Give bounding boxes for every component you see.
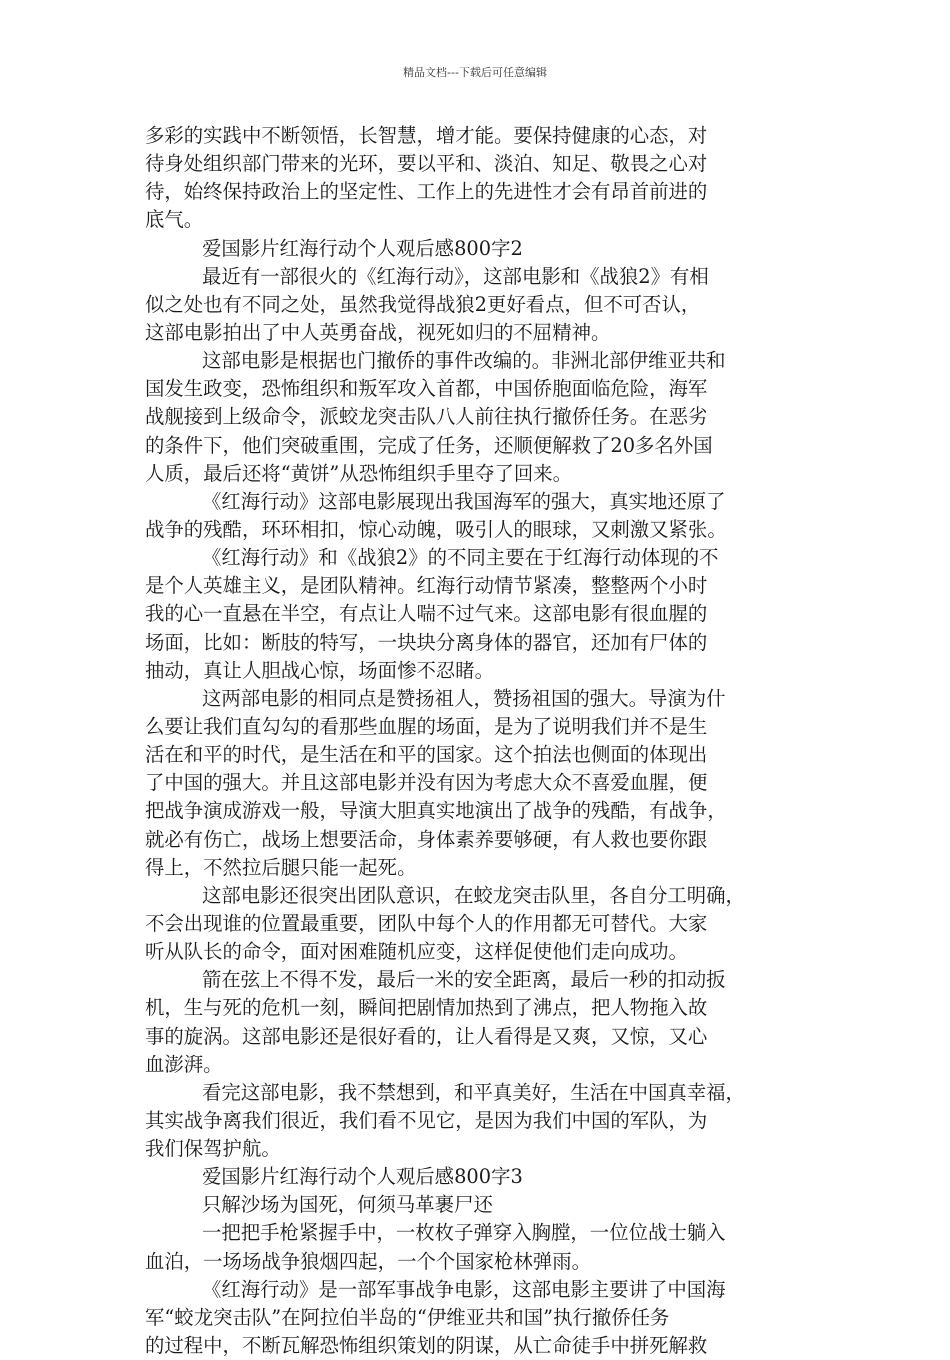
paragraph bbox=[145, 1163, 810, 1191]
text-line: 把战争演成游戏一般，导演大胆真实地演出了战争的残酷，有战争， bbox=[145, 799, 727, 823]
text-line: 似之处也有不同之处，虽然我觉得战狼2更好看点，但不可否认， bbox=[145, 292, 701, 316]
text-line: 听从队长的命令，面对困难随机应变，这样促使他们走向成功。 bbox=[145, 940, 688, 964]
text-line: 箭在弦上不得不发，最后一米的安全距离，最后一秒的扣动扳 bbox=[202, 968, 726, 992]
text-line: 机，生与死的危机一刻，瞬间把剧情加热到了沸点，把人物拖入故 bbox=[145, 996, 708, 1020]
text-line: 《红海行动》这部电影展现出我国海军的强大，真实地还原了 bbox=[202, 489, 726, 513]
paragraph bbox=[145, 235, 810, 263]
paragraph bbox=[145, 347, 810, 488]
document-body bbox=[145, 122, 810, 1360]
text-line: 只解沙场为国死，何须马革裹尸还 bbox=[202, 1193, 493, 1217]
text-line: 是个人英雄主义，是团队精神。红海行动情节紧凑，整整两个小时 bbox=[145, 574, 708, 598]
paragraph bbox=[145, 685, 810, 882]
text-line: 最近有一部很火的《红海行动》，这部电影和《战狼2》有相 bbox=[202, 264, 709, 288]
text-line: 事的旋涡。这部电影还是很好看的，让人看得是又爽，又惊，又心 bbox=[145, 1024, 708, 1048]
paragraph bbox=[145, 263, 810, 347]
text-line: 待，始终保持政治上的坚定性、工作上的先进性才会有昂首前进的 bbox=[145, 180, 708, 204]
paragraph bbox=[145, 1191, 810, 1219]
text-line: 人质，最后还将“黄饼”从恐怖组织手里夺了回来。 bbox=[145, 461, 573, 485]
text-line: 活在和平的时代，是生活在和平的国家。这个拍法也侧面的体现出 bbox=[145, 743, 708, 767]
text-line: 血澎湃。 bbox=[145, 1052, 223, 1076]
text-line: 底气。 bbox=[145, 208, 204, 232]
paragraph bbox=[145, 966, 810, 1079]
text-line: 么要让我们直勾勾的看那些血腥的场面，是为了说明我们并不是生 bbox=[145, 714, 708, 738]
paragraph bbox=[145, 544, 810, 685]
text-line: 待身处组织部门带来的光环，要以平和、淡泊、知足、敬畏之心对 bbox=[145, 152, 708, 176]
text-line: 就必有伤亡，战场上想要活命，身体素养要够硬，有人救也要你跟 bbox=[145, 827, 708, 851]
text-line: 军“蛟龙突击队”在阿拉伯半岛的“伊维亚共和国”执行撤侨任务 bbox=[145, 1305, 670, 1329]
text-line: 这部电影是根据也门撤侨的事件改编的。非洲北部伊维亚共和 bbox=[202, 349, 726, 373]
text-line: 我们保驾护航。 bbox=[145, 1137, 281, 1161]
text-line: 看完这部电影，我不禁想到，和平真美好，生活在中国真幸福， bbox=[202, 1080, 745, 1104]
paragraph bbox=[145, 122, 810, 235]
text-line: 多彩的实践中不断领悟，长智慧，增才能。要保持健康的心态，对 bbox=[145, 124, 708, 147]
text-line: 血泊，一场场战争狼烟四起，一个个国家枪林弹雨。 bbox=[145, 1249, 591, 1273]
paragraph bbox=[145, 488, 810, 544]
text-line: 《红海行动》是一部军事战争电影，这部电影主要讲了中国海 bbox=[202, 1277, 726, 1301]
text-line: 得上，不然拉后腿只能一起死。 bbox=[145, 855, 417, 879]
text-line: 不会出现谁的位置最重要，团队中每个人的作用都无可替代。大家 bbox=[145, 911, 708, 935]
paragraph bbox=[145, 1276, 810, 1360]
text-line: 爱国影片红海行动个人观后感800字2 bbox=[202, 236, 523, 260]
text-line: 这部电影还很突出团队意识，在蛟龙突击队里，各自分工明确， bbox=[202, 883, 745, 907]
paragraph bbox=[145, 1079, 810, 1163]
text-line: 国发生政变，恐怖组织和叛军攻入首都，中国侨胞面临危险，海军 bbox=[145, 377, 708, 401]
text-line: 战舰接到上级命令，派蛟龙突击队八人前往执行撤侨任务。在恶劣 bbox=[145, 405, 708, 429]
text-line: 爱国影片红海行动个人观后感800字3 bbox=[202, 1165, 523, 1189]
text-line: 场面，比如：断肢的特写，一块块分离身体的器官，还加有尸体的 bbox=[145, 630, 708, 654]
text-line: 《红海行动》和《战狼2》的不同主要在于红海行动体现的不 bbox=[202, 546, 719, 570]
text-line: 的过程中，不断瓦解恐怖组织策划的阴谋，从亡命徒手中拼死解救 bbox=[145, 1334, 708, 1358]
paragraph bbox=[145, 1219, 810, 1275]
paragraph bbox=[145, 882, 810, 966]
text-line: 抽动，真让人胆战心惊，场面惨不忍睹。 bbox=[145, 658, 495, 682]
text-line: 这部电影拍出了中人英勇奋战，视死如归的不屈精神。 bbox=[145, 320, 611, 344]
page-header: 精品文档---下载后可任意编辑 bbox=[403, 66, 547, 79]
text-line: 一把把手枪紧握手中，一枚枚子弹穿入胸膛，一位位战士躺入 bbox=[202, 1221, 726, 1245]
text-line: 的条件下，他们突破重围，完成了任务，还顺便解救了20多名外国 bbox=[145, 433, 713, 457]
text-line: 这两部电影的相同点是赞扬祖人，赞扬祖国的强大。导演为什 bbox=[202, 686, 726, 710]
text-line: 其实战争离我们很近，我们看不见它，是因为我们中国的军队，为 bbox=[145, 1108, 708, 1132]
text-line: 了中国的强大。并且这部电影并没有因为考虑大众不喜爱血腥，便 bbox=[145, 771, 708, 795]
text-line: 我的心一直悬在半空，有点让人喘不过气来。这部电影有很血腥的 bbox=[145, 602, 708, 626]
text-line: 战争的残酷，环环相扣，惊心动魄，吸引人的眼球，又刺激又紧张。 bbox=[145, 517, 727, 541]
